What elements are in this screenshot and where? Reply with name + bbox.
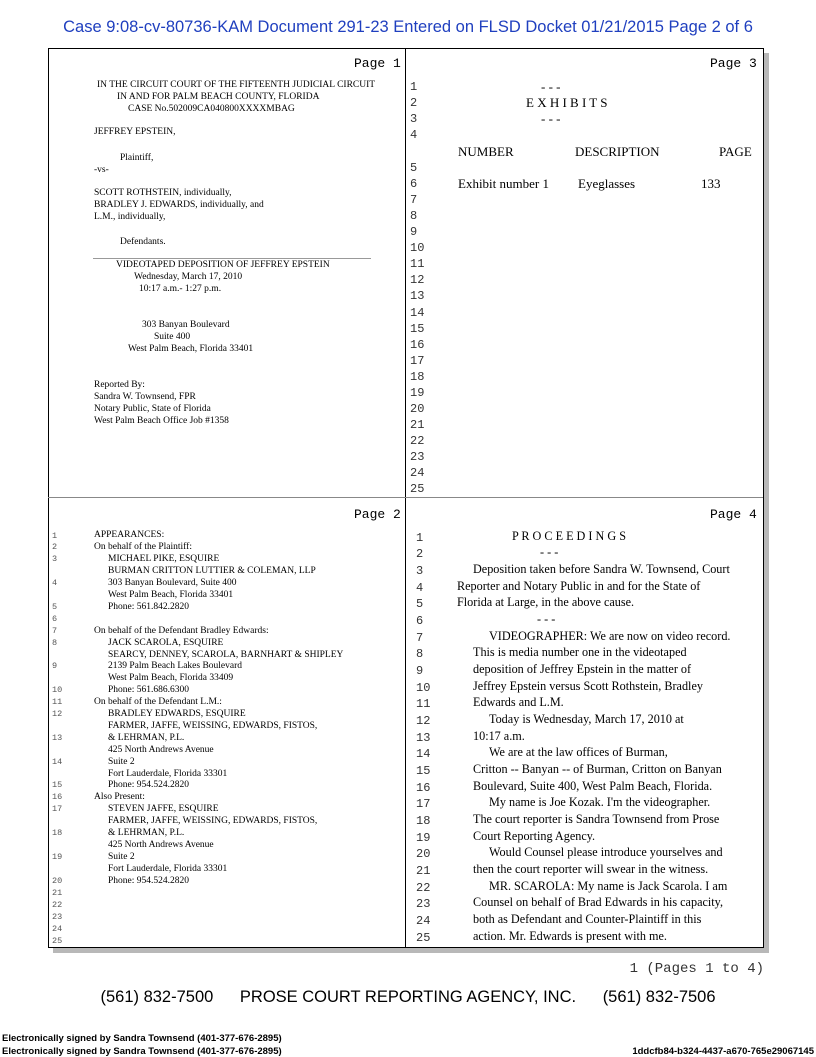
page4-label: Page 4 [710,507,757,522]
firm-suite: Suite 2 [108,852,135,862]
firm-phone: Phone: 954.524.2820 [108,780,190,790]
caption-rule [93,258,371,259]
line-number: 21 [52,888,63,898]
line-number: 7 [52,626,58,636]
firm-name: BURMAN CRITTON LUTTIER & COLEMAN, LLP [108,566,316,576]
line-number: 18 [416,814,431,828]
horizontal-divider [48,497,763,498]
line-number: 8 [410,209,418,223]
firm-phone: Phone: 954.524.2820 [108,876,190,886]
reporter-name: Sandra W. Townsend, FPR [94,392,196,402]
firm-address: 303 Banyan Boulevard, Suite 400 [108,578,237,588]
exhibit-page: 133 [701,176,721,191]
transcript-line: The court reporter is Sandra Townsend from Prose [473,812,720,826]
line-number: 3 [52,554,58,564]
line-number: 22 [416,881,431,895]
line-number: 18 [52,828,63,838]
line-number: 18 [410,370,425,384]
line-number: 1 [410,80,418,94]
line-number: 10 [52,685,63,695]
transcript-line: both as Defendant and Counter-Plaintiff in this [473,912,702,926]
firm-city: Fort Lauderdale, Florida 33301 [108,864,228,874]
defendant-lm-counsel-label: On behalf of the Defendant L.M.: [94,697,222,707]
line-number: 17 [410,354,425,368]
line-number: 7 [410,193,418,207]
line-number: 23 [416,897,431,911]
docket-header: Case 9:08-cv-80736-KAM Document 291-23 Entered on FLSD Docket 01/21/2015 Page 2 of 6 [63,18,753,36]
line-number: 5 [52,602,58,612]
transcript-line: then the court reporter will swear in the witness. [473,862,709,876]
firm-phone: Phone: 561.686.6300 [108,685,190,695]
firm-name: SEARCY, DENNEY, SCAROLA, BARNHART & SHIPLEY [108,650,344,660]
line-number: 6 [410,177,418,191]
transcript-line: Critton -- Banyan -- of Burman, Critton on Banyan [473,762,722,776]
line-number: 23 [52,912,63,922]
line-number: 4 [416,581,424,595]
firm-name: FARMER, JAFFE, WEISSING, EDWARDS, FISTOS, [108,721,318,731]
transcript-line: This is media number one in the videotaped [473,645,687,659]
line-number: 22 [52,900,63,910]
line-number: 12 [410,273,425,287]
proceedings-heading: P R O C E E D I N G S [512,529,626,543]
transcript-line: VIDEOGRAPHER: We are now on video record. [489,629,731,643]
attorney-name: MICHAEL PIKE, ESQUIRE [108,554,220,564]
line-number: 4 [410,128,418,142]
line-number: 11 [410,257,425,271]
exhibits-dashes-bottom: - - - [541,111,561,126]
line-number: 9 [52,661,58,671]
line-number: 25 [410,482,425,496]
line-number: 21 [410,418,425,432]
line-number: 20 [410,402,425,416]
firm-city: West Palm Beach, Florida 33409 [108,673,234,683]
line-number: 8 [416,647,424,661]
transcript-line: Boulevard, Suite 400, West Palm Beach, Florida. [473,779,713,793]
line-number: 16 [52,792,63,802]
line-number: 20 [416,847,431,861]
transcript-line: - - - [540,545,559,559]
page-summary: 1 (Pages 1 to 4) [629,961,764,977]
line-number: 8 [52,638,58,648]
line-number: 2 [410,96,418,110]
line-number: 2 [52,542,58,552]
exhibits-dashes-top: - - - [541,79,561,94]
reporter-office: West Palm Beach Office Job #1358 [94,416,229,426]
firm-name-cont: & LEHRMAN, P.L. [108,828,185,838]
line-number: 16 [416,781,431,795]
line-number: 19 [410,386,425,400]
line-number: 15 [52,780,63,790]
defendant-3: L.M., individually, [94,212,166,222]
line-number: 2 [416,547,424,561]
line-number: 11 [52,697,63,707]
line-number: 3 [416,564,424,578]
court-name: IN THE CIRCUIT COURT OF THE FIFTEENTH JUDICIAL CIRCUIT [97,80,376,90]
line-number: 25 [416,931,431,945]
firm-address: 425 North Andrews Avenue [108,840,214,850]
line-number: 5 [410,161,418,175]
attorney-name: BRADLEY EDWARDS, ESQUIRE [108,709,246,719]
appearances-heading: APPEARANCES: [94,530,165,540]
transcript-line: Deposition taken before Sandra W. Townsend, Court [473,562,730,576]
line-number: 24 [410,466,425,480]
line-number: 12 [416,714,431,728]
firm-address: 425 North Andrews Avenue [108,745,214,755]
line-number: 1 [52,531,58,541]
footer-phone-right: (561) 832-7506 [602,988,716,1006]
document-id: 1ddcfb84-b324-4437-a670-765e29067145 [632,1046,814,1057]
line-number: 25 [52,936,63,946]
county-name: IN AND FOR PALM BEACH COUNTY, FLORIDA [117,92,320,102]
col-description-header: DESCRIPTION [575,144,660,159]
transcript-line: Jeffrey Epstein versus Scott Rothstein, Bradley [473,679,703,693]
line-number: 11 [416,697,431,711]
line-number: 22 [410,434,425,448]
transcript-line: - - - [537,612,556,626]
transcript-line: 10:17 a.m. [473,729,525,743]
firm-name: FARMER, JAFFE, WEISSING, EDWARDS, FISTOS, [108,816,318,826]
transcript-line: Counsel on behalf of Brad Edwards in his capacity, [473,895,724,909]
location-suite: Suite 400 [154,332,191,342]
line-number: 15 [410,322,425,336]
transcript-line: Florida at Large, in the above cause. [457,595,635,609]
exhibit-description: Eyeglasses [578,176,636,191]
transcript-line: Would Counsel please introduce yourselves and [489,845,723,859]
defendant-edwards-counsel-label: On behalf of the Defendant Bradley Edwards: [94,626,269,636]
reported-by-label: Reported By: [94,380,145,390]
line-number: 14 [410,306,425,320]
deposition-date: Wednesday, March 17, 2010 [134,272,243,282]
plaintiff-name: JEFFREY EPSTEIN, [94,127,176,137]
transcript-line: My name is Joe Kozak. I'm the videographer. [489,795,711,809]
agency-footer [0,988,816,1007]
line-number: 3 [410,112,418,126]
case-number: CASE No.502009CA040800XXXXMBAG [128,104,295,114]
deposition-time: 10:17 a.m.- 1:27 p.m. [139,284,222,294]
firm-suite: Suite 2 [108,757,135,767]
line-number: 6 [52,614,58,624]
line-number: 1 [416,531,424,545]
e-signature-line: Electronically signed by Sandra Townsend (401-377-676-2895) [2,1033,282,1044]
line-number: 19 [416,831,431,845]
page3-label: Page 3 [710,56,757,71]
firm-name-cont: & LEHRMAN, P.L. [108,733,185,743]
transcript-line: action. Mr. Edwards is present with me. [473,929,667,943]
exhibit-number: Exhibit number 1 [458,176,549,191]
col-page-header: PAGE [719,144,752,159]
transcript-line: We are at the law offices of Burman, [489,745,668,759]
transcript-line: deposition of Jeffrey Epstein in the matter of [473,662,692,676]
deposition-title: VIDEOTAPED DEPOSITION OF JEFFREY EPSTEIN [116,260,330,270]
line-number: 23 [410,450,425,464]
line-number: 17 [52,804,63,814]
reporter-title: Notary Public, State of Florida [94,404,211,414]
transcript-line: MR. SCAROLA: My name is Jack Scarola. I am [489,879,728,893]
firm-city: West Palm Beach, Florida 33401 [108,590,234,600]
defendant-1: SCOTT ROTHSTEIN, individually, [94,188,232,198]
plaintiff-role: Plaintiff, [120,153,154,163]
transcript-line: Court Reporting Agency. [473,829,596,843]
firm-address: 2139 Palm Beach Lakes Boulevard [108,661,243,671]
transcript-line: Today is Wednesday, March 17, 2010 at [489,712,684,726]
line-number: 13 [52,733,63,743]
attorney-name: JACK SCAROLA, ESQUIRE [108,638,224,648]
line-number: 4 [52,578,58,588]
location-city: West Palm Beach, Florida 33401 [128,344,254,354]
line-number: 14 [52,757,63,767]
page2-label: Page 2 [354,507,401,522]
line-number: 21 [416,864,431,878]
page1-label: Page 1 [354,56,401,71]
col-number-header: NUMBER [458,144,514,159]
transcript-line: Edwards and L.M. [473,695,564,709]
e-signature-line: Electronically signed by Sandra Townsend (401-377-676-2895) [2,1046,282,1057]
line-number: 9 [410,225,418,239]
defendants-role: Defendants. [120,237,166,247]
line-number: 9 [416,664,424,678]
line-number: 12 [52,709,63,719]
transcript-line: Reporter and Notary Public in and for the State of [457,579,701,593]
footer-agency-name: PROSE COURT REPORTING AGENCY, INC. [239,988,577,1006]
line-number: 13 [416,731,431,745]
line-number: 13 [410,289,425,303]
line-number: 16 [410,338,425,352]
also-present-label: Also Present: [94,792,145,802]
location-street: 303 Banyan Boulevard [142,320,230,330]
line-number: 24 [416,914,431,928]
firm-phone: Phone: 561.842.2820 [108,602,190,612]
attorney-name: STEVEN JAFFE, ESQUIRE [108,804,219,814]
line-number: 6 [416,614,424,628]
footer-phone-left: (561) 832-7500 [100,988,214,1006]
plaintiff-counsel-label: On behalf of the Plaintiff: [94,542,192,552]
exhibits-title: E X H I B I T S [526,95,608,110]
line-number: 7 [416,631,424,645]
firm-city: Fort Lauderdale, Florida 33301 [108,769,228,779]
line-number: 10 [416,681,431,695]
versus: -vs- [94,165,109,175]
line-number: 17 [416,797,431,811]
line-number: 20 [52,876,63,886]
line-number: 5 [416,597,424,611]
defendant-2: BRADLEY J. EDWARDS, individually, and [94,200,264,210]
line-number: 10 [410,241,425,255]
line-number: 14 [416,747,431,761]
line-number: 24 [52,924,63,934]
line-number: 19 [52,852,63,862]
line-number: 15 [416,764,431,778]
